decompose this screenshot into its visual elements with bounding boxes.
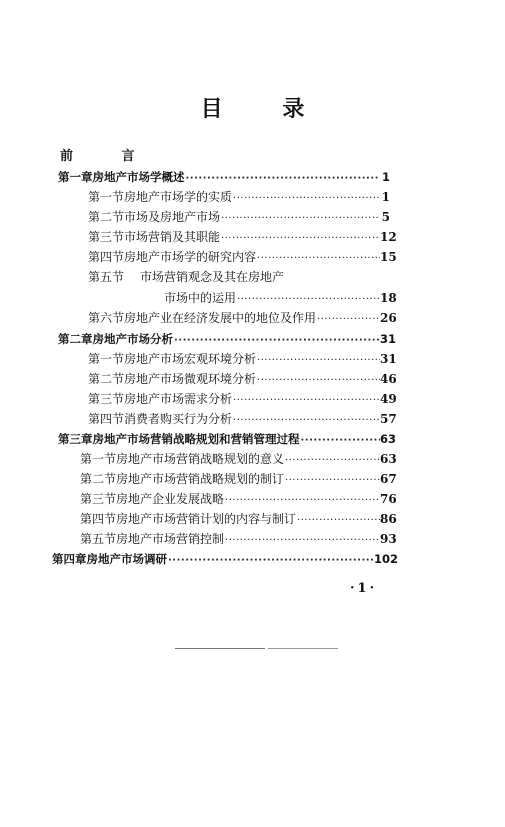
entry-page: 76	[380, 492, 397, 506]
toc-chapter-3[interactable]	[58, 430, 397, 448]
entry-number: 第四节	[80, 512, 117, 526]
entry-number: 第六节	[88, 311, 125, 325]
entry-number: 第三节	[88, 230, 125, 244]
dot-leader	[224, 532, 380, 550]
entry-page: 26	[380, 311, 397, 325]
entry-number: 第一节	[80, 452, 117, 466]
entry-page: 12	[380, 230, 397, 244]
entry-page: 86	[380, 512, 397, 526]
dot-leader	[185, 170, 381, 188]
dot-leader	[167, 552, 374, 570]
entry-page: 67	[380, 472, 397, 486]
toc-section-2-1[interactable]	[88, 350, 397, 368]
entry-page: 102	[374, 552, 399, 566]
entry-page: 49	[380, 392, 397, 406]
entry-title: 房地产企业发展战略	[116, 492, 225, 506]
dot-leader	[300, 432, 381, 450]
entry-title: 房地产市场营销计划的内容与制订	[116, 512, 297, 526]
toc-section-3-5[interactable]	[80, 530, 397, 548]
toc-section-1-6[interactable]	[88, 309, 397, 327]
entry-title: 市场及房地产市场	[124, 210, 221, 224]
entry-title: 房地产市场营销战略规划和营销管理过程	[92, 432, 300, 446]
divider-line	[268, 648, 338, 649]
dot-leader	[284, 472, 380, 490]
entry-title: 房地产市场营销控制	[116, 532, 225, 546]
entry-number: 第四章	[52, 552, 87, 566]
entry-title: 市场营销观念及其在房地产	[140, 270, 285, 284]
toc-section-1-3[interactable]	[88, 228, 397, 246]
dot-leader	[316, 311, 380, 329]
entry-number: 第三节	[88, 392, 125, 406]
entry-title: 房地产市场学的实质	[124, 190, 233, 204]
dot-leader	[220, 210, 380, 228]
toc-section-2-4[interactable]	[88, 410, 397, 428]
toc-section-1-1[interactable]	[88, 188, 390, 206]
entry-title: 房地产市场学的研究内容	[124, 250, 257, 264]
entry-page: 63	[380, 452, 397, 466]
entry-number: 第二节	[88, 210, 125, 224]
entry-number: 第二节	[88, 372, 125, 386]
dot-leader	[256, 352, 380, 370]
entry-number: 第二节	[80, 472, 117, 486]
entry-number: 第一章	[58, 170, 93, 184]
dot-leader	[232, 392, 380, 410]
entry-title: 房地产市场调研	[86, 552, 167, 566]
entry-page: 31	[380, 352, 397, 366]
entry-page: 1	[381, 170, 390, 184]
dot-leader	[173, 332, 380, 350]
dot-leader	[256, 372, 380, 390]
entry-title: 房地产市场营销战略规划的制订	[116, 472, 285, 486]
dot-leader	[224, 492, 380, 510]
dot-leader	[296, 512, 380, 530]
entry-page: 18	[380, 291, 397, 305]
entry-page: 5	[381, 210, 390, 224]
dot-leader	[256, 250, 380, 268]
divider-line	[175, 648, 265, 649]
entry-page: 63	[380, 432, 397, 446]
toc-section-1-4[interactable]	[88, 248, 397, 266]
toc-section-1-2[interactable]	[88, 208, 390, 226]
toc-section-3-1[interactable]	[80, 450, 397, 468]
preface-entry[interactable]: 前 言	[60, 149, 157, 164]
entry-title: 消费者购买行为分析	[124, 412, 233, 426]
entry-number: 第二章	[58, 332, 93, 346]
entry-title: 房地产市场需求分析	[124, 392, 233, 406]
entry-title: 市场营销及其职能	[124, 230, 221, 244]
entry-page: 57	[380, 412, 397, 426]
entry-page: 46	[380, 372, 397, 386]
entry-title: 房地产市场学概述	[92, 170, 185, 184]
entry-title: 房地产市场分析	[92, 332, 173, 346]
entry-title: 市场中的运用	[164, 291, 237, 305]
dot-leader	[232, 190, 380, 208]
entry-title: 房地产业在经济发展中的地位及作用	[124, 311, 317, 325]
entry-number: 第一节	[88, 190, 125, 204]
toc-section-3-3[interactable]	[80, 490, 397, 508]
toc-section-1-5-continued[interactable]	[164, 289, 397, 307]
toc-chapter-1[interactable]	[58, 168, 390, 186]
toc-section-3-2[interactable]	[80, 470, 397, 488]
toc-chapter-2[interactable]	[58, 330, 397, 348]
toc-section-3-4[interactable]	[80, 510, 397, 528]
entry-number: 第四节	[88, 412, 125, 426]
toc-section-2-2[interactable]	[88, 370, 397, 388]
entry-page: 93	[380, 532, 397, 546]
entry-title: 房地产市场宏观环境分析	[124, 352, 257, 366]
entry-number: 第四节	[88, 250, 125, 264]
toc-heading: 目 录	[200, 96, 331, 122]
entry-page: 15	[380, 250, 397, 264]
dot-leader	[284, 452, 380, 470]
toc-section-1-5[interactable]	[88, 268, 390, 286]
entry-number: 第五节	[80, 532, 117, 546]
toc-chapter-4[interactable]	[52, 550, 399, 568]
entry-number: 第三章	[58, 432, 93, 446]
dot-leader	[220, 230, 380, 248]
entry-page: 1	[381, 190, 390, 204]
entry-title: 房地产市场微观环境分析	[124, 372, 257, 386]
page-number: ·1·	[350, 581, 378, 596]
dot-leader	[232, 412, 380, 430]
dot-leader	[236, 291, 380, 309]
entry-page: 31	[380, 332, 397, 346]
entry-number: 第五节	[88, 270, 125, 284]
toc-section-2-3[interactable]	[88, 390, 397, 408]
entry-number: 第三节	[80, 492, 117, 506]
entry-title: 房地产市场营销战略规划的意义	[116, 452, 285, 466]
entry-number: 第一节	[88, 352, 125, 366]
